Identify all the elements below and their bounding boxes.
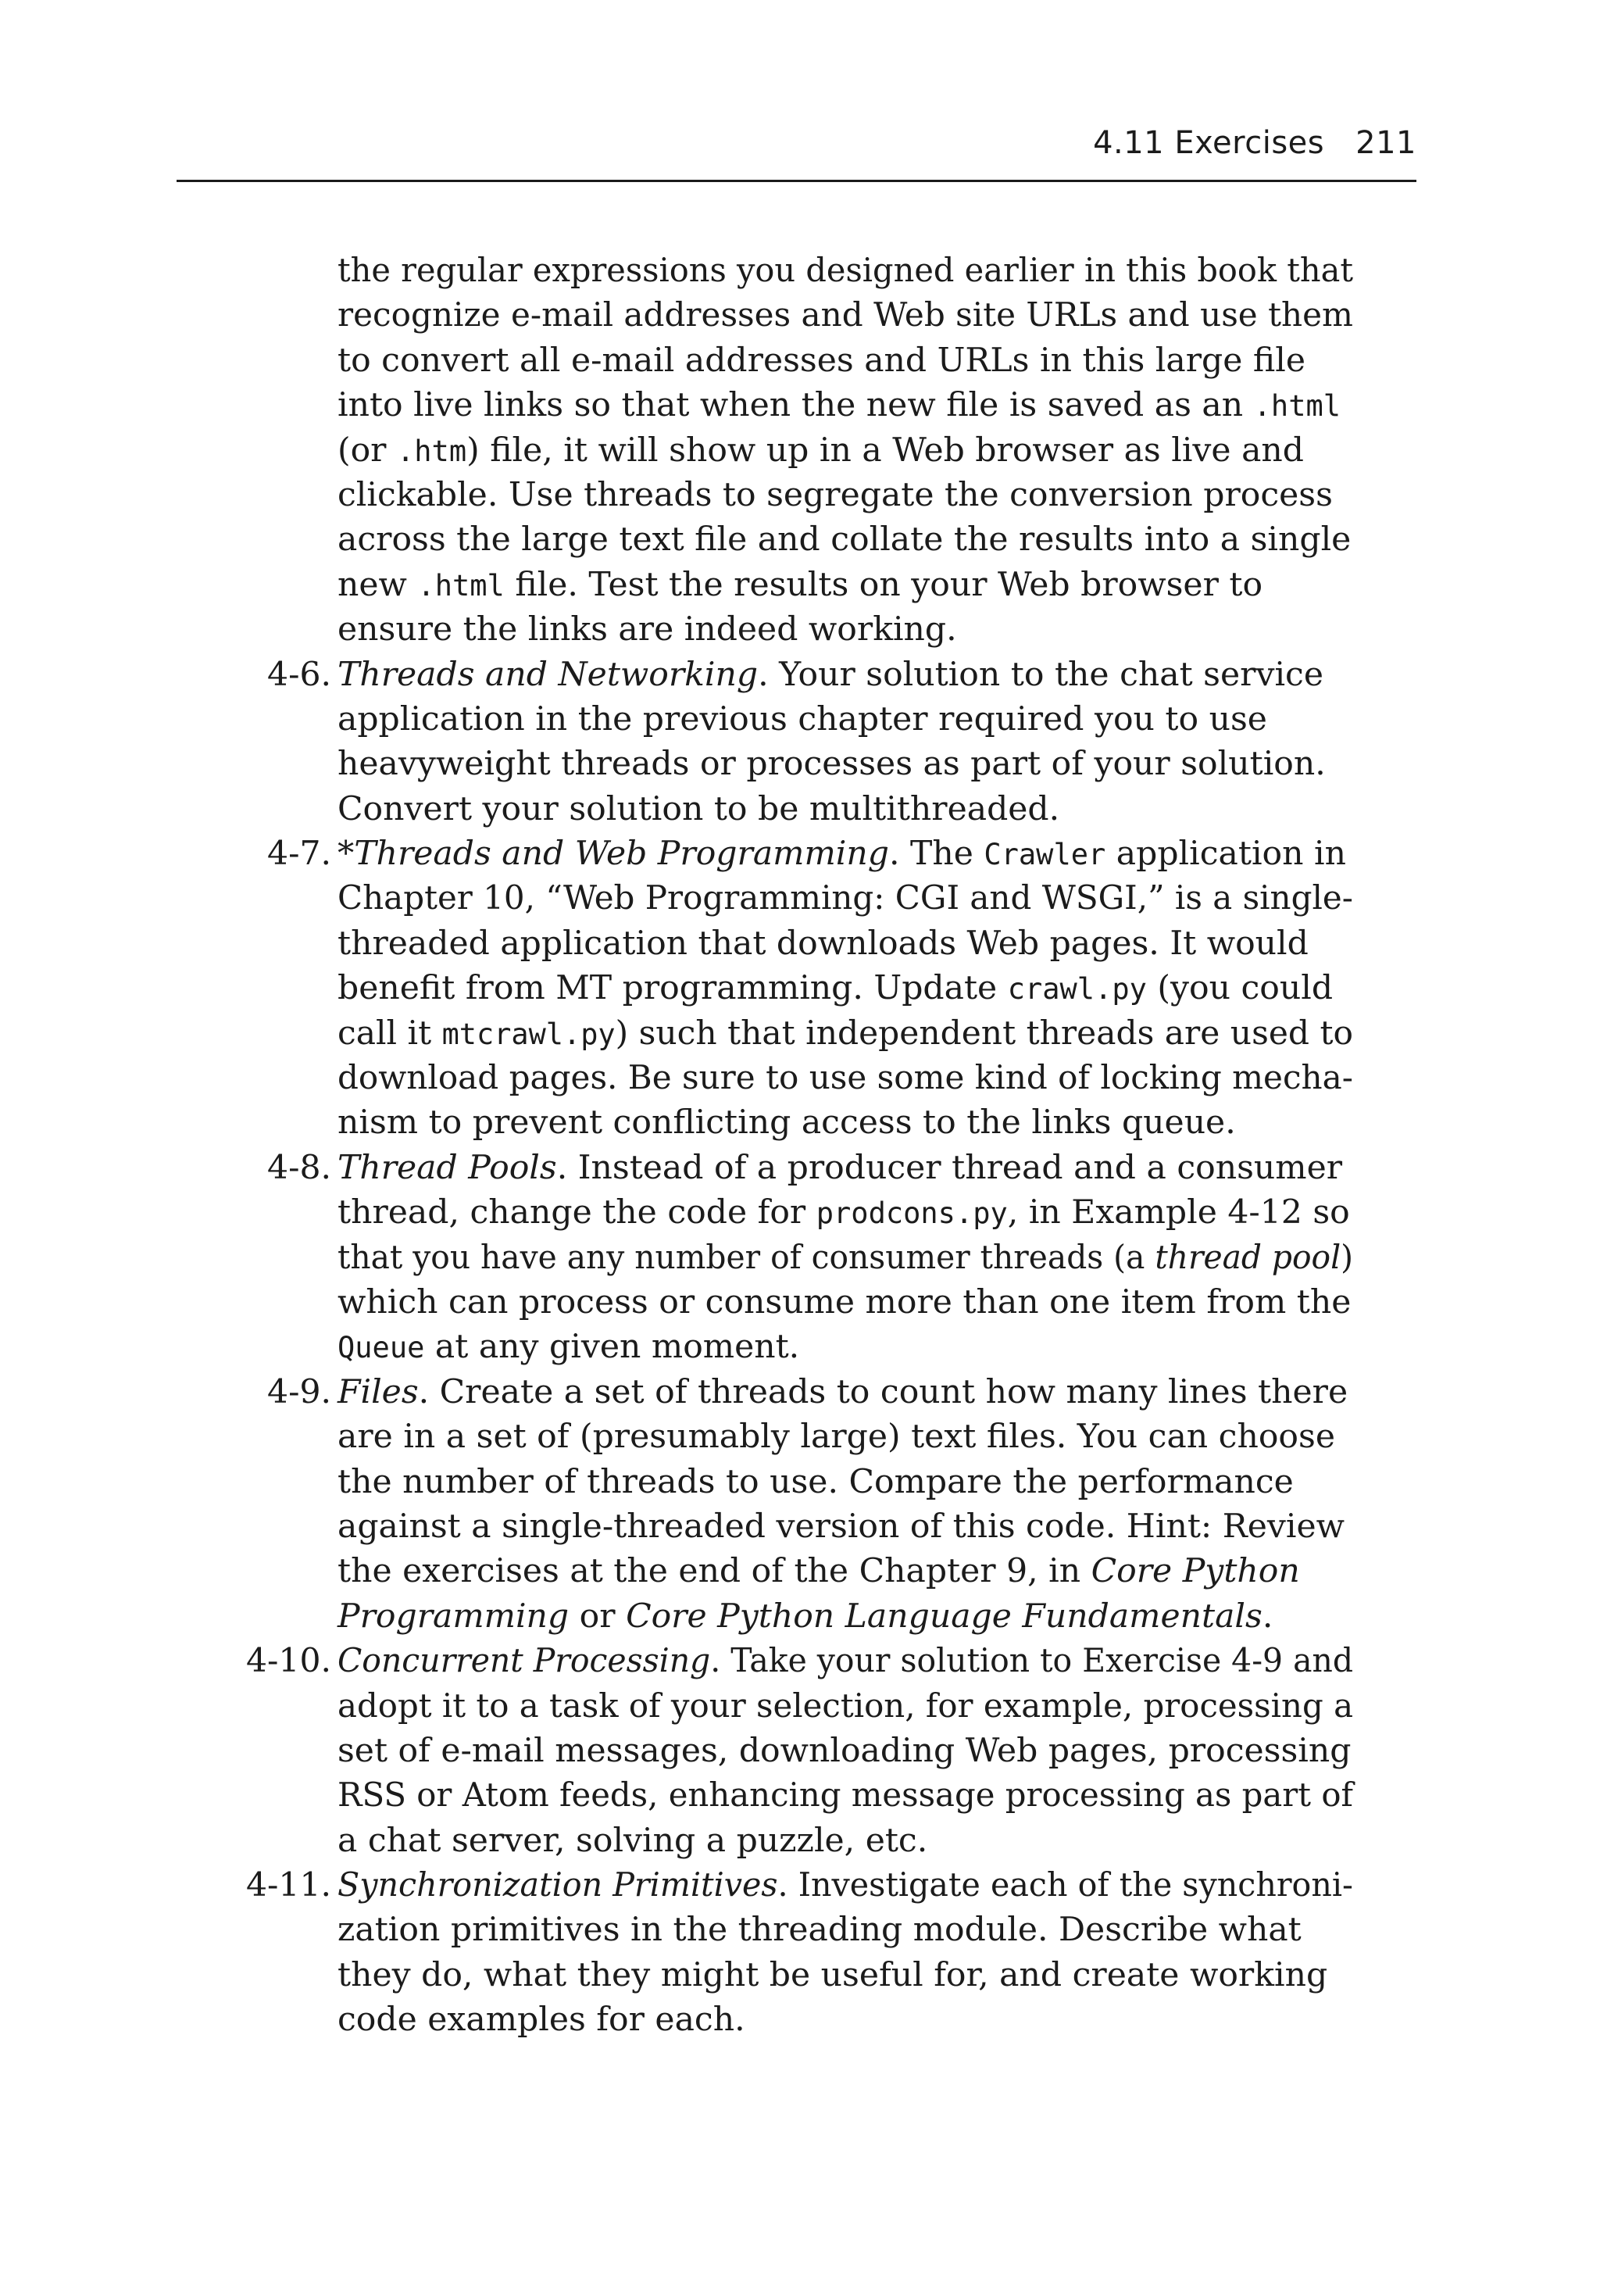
text-line: against a single-threaded version of this code. Hint: Review [338,1507,1345,1546]
text-line: benefit from MT programming. Update crawl.py (you could [338,969,1334,1008]
exercise-number: 4-8. [267,1148,331,1187]
text-line: thread, change the code for prodcons.py, in Example 4-12 so [338,1193,1350,1232]
text-line: they do, what they might be useful for, and create working [338,1955,1328,1994]
book-title: Programming [338,1597,570,1636]
exercise-title: Synchronization Primitives [338,1866,778,1905]
code-mtcrawl-py: mtcrawl.py [441,1017,616,1051]
text-line: recognize e-mail addresses and Web site URLs and use them [338,296,1353,335]
text-line: set of e-mail messages, downloading Web pages, processing [338,1731,1352,1770]
text-line: threaded application that downloads Web pages. It would [338,924,1309,963]
exercise-number: 4-9. [267,1372,331,1411]
text-line: a chat server, solving a puzzle, etc. [338,1821,928,1860]
exercise-title: Files [338,1372,419,1411]
text-line: to convert all e-mail addresses and URLs in this large file [338,341,1306,380]
code-crawl-py: crawl.py [1007,972,1147,1007]
text-line: ensure the links are indeed working. [338,610,957,649]
code-prodcons-py: prodcons.py [816,1196,1008,1231]
text-line: across the large text file and collate the results into a single [338,520,1352,560]
header-text [1093,125,1416,161]
code-queue: Queue [338,1331,425,1365]
text-line: are in a set of (presumably large) text files. You can choose [338,1418,1335,1457]
text-line: clickable. Use threads to segregate the conversion process [338,475,1333,514]
text-line: that you have any number of consumer threads (a thread pool) [338,1238,1354,1277]
text-line: new .html file. Test the results on your Web browser to [338,565,1263,604]
text-line: the exercises at the end of the Chapter 9, in Core Python [338,1552,1300,1591]
text-line: into live links so that when the new file is saved as an .html [338,386,1341,425]
text-line: the number of threads to use. Compare the performance [338,1462,1294,1501]
running-header [177,120,1416,182]
text-line: call it mtcrawl.py) such that independent threads are used to [338,1014,1354,1053]
section-number: 4.11 [1093,125,1165,161]
text-line: heavyweight threads or processes as part of your solution. [338,745,1326,784]
text-line: code examples for each. [338,2001,745,2040]
code-html: .html [1253,389,1341,424]
code-htm: .htm [397,434,467,468]
text-line: download pages. Be sure to use some kind of locking mecha- [338,1059,1353,1098]
emphasis: thread pool [1155,1238,1341,1277]
text-line: the regular expressions you designed earlier in this book that [338,252,1354,290]
exercise-4-6: 4-6. Threads and Networking. Your solution to the chat service [338,653,1369,697]
exercise-4-8: 4-8. Thread Pools. Instead of a producer thread and a consumer [338,1146,1369,1190]
exercise-4-10: 4-10. Concurrent Processing. Take your solution to Exercise 4-9 and [338,1639,1369,1683]
code-html: .html [417,568,505,603]
exercise-number: 4-6. [267,655,331,694]
page-number: 211 [1355,125,1416,161]
text-line: which can process or consume more than one item from the [338,1282,1352,1321]
text-line: Programming or Core Python Language Fundamentals. [338,1597,1273,1636]
text-line: RSS or Atom feeds, enhancing message processing as part of [338,1776,1353,1815]
text-line: (or .htm) file, it will show up in a Web browser as live and [338,431,1305,470]
text-line: nism to prevent conflicting access to the links queue. [338,1103,1236,1143]
exercise-number: 4-11. [246,1866,331,1905]
exercise-4-9: 4-9. Files. Create a set of threads to count how many lines there [338,1370,1369,1414]
book-title: Core Python [1091,1552,1300,1591]
text-line: zation primitives in the threading module. Describe what [338,1911,1302,1950]
exercise-title: Threads and Networking [338,655,759,694]
book-title: Core Python Language Fundamentals [626,1597,1262,1636]
text-line: application in the previous chapter required you to use [338,699,1267,739]
text-line: Convert your solution to be multithreaded. [338,789,1060,828]
exercise-4-7: 4-7. *Threads and Web Programming. The Crawler application in [338,831,1369,876]
exercise-title: Concurrent Processing [338,1642,711,1681]
text-line: Chapter 10, “Web Programming: CGI and WSGI,” is a single- [338,879,1353,918]
exercise-number: 4-7. [267,835,331,874]
exercise-4-11: 4-11. Synchronization Primitives. Investigate each of the synchroni- [338,1863,1369,1908]
text-line: Queue at any given moment. [338,1328,800,1367]
exercise-number: 4-10. [246,1642,331,1681]
exercise-title: *Threads and Web Programming [338,835,889,874]
text-line: adopt it to a task of your selection, for example, processing a [338,1686,1354,1726]
exercise-title: Thread Pools [338,1148,557,1187]
code-crawler: Crawler [984,838,1106,872]
exercise-list [246,249,1369,2043]
section-title: Exercises [1174,125,1325,161]
